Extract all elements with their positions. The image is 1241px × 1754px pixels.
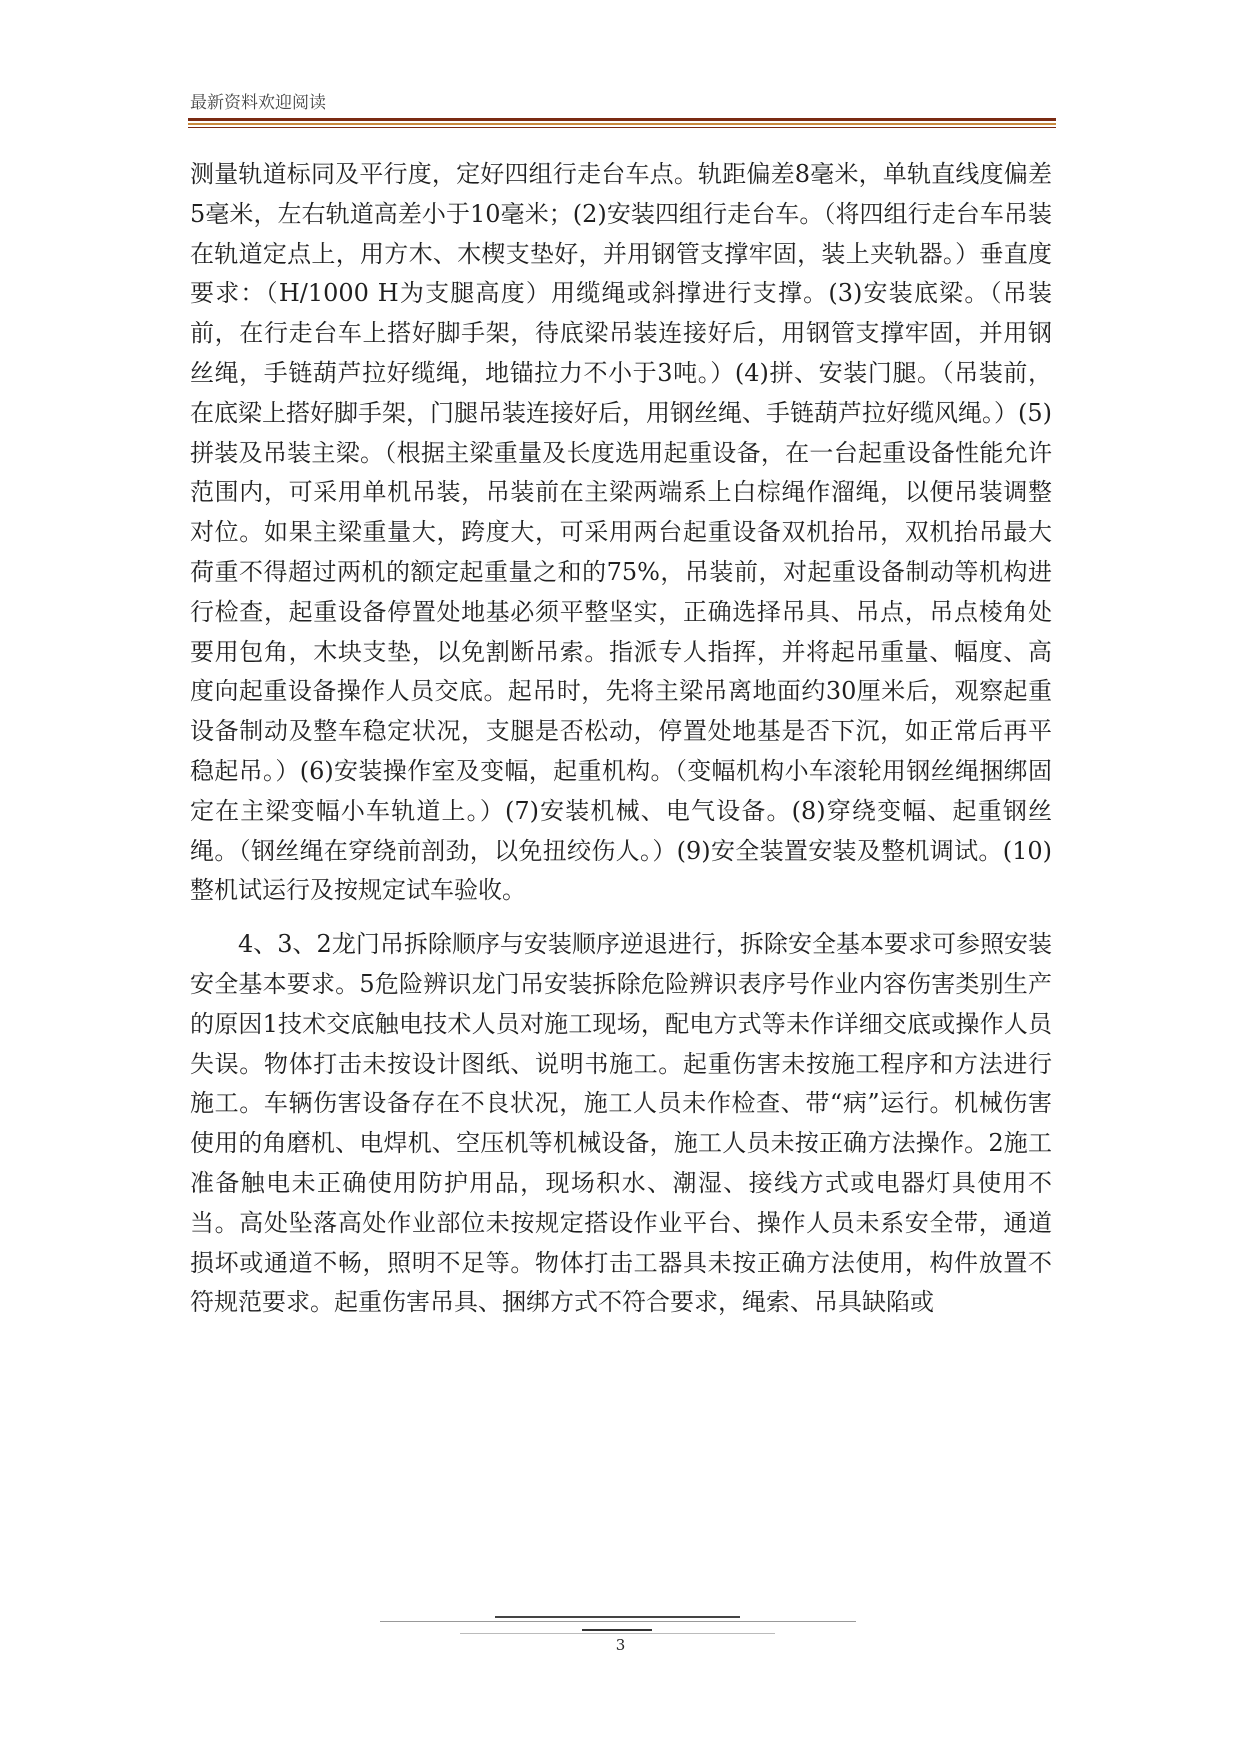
footer-rule-1: [495, 1616, 740, 1618]
document-body: [190, 155, 1052, 1323]
body-paragraph-2: 4、3、2龙门吊拆除顺序与安装顺序逆退进行，拆除安全基本要求可参照安装安全基本要求。5危险辨识龙门吊安装拆除危险辨识表序号作业内容伤害类别生产的原因1技术交底触电技术人员对施工现场，配电方式等未作详细交底或操作人员失误。物体打击未按设计图纸、说明书施工。起重伤害未按施工程序和方法进行施工。车辆伤害设备存在不良状况，施工人员未作检查、带“病”运行。机械伤害使用的角磨机、电焊机、空压机等机械设备，施工人员未按正确方法操作。2施工准备触电未正确使用防护用品，现场积水、潮湿、接线方式或电器灯具使用不当。高处坠落高处作业部位未按规定搭设作业平台、操作人员未系安全带，通道损坏或通道不畅，照明不足等。物体打击工器具未按正确方法使用，构件放置不符规范要求。起重伤害吊具、捆绑方式不符合要求，绳索、吊具缺陷或: [190, 930, 1052, 1317]
header-rule-bottom: [188, 127, 1056, 128]
header-rule-top: [188, 118, 1056, 121]
footer-rule-2: [380, 1621, 856, 1622]
page-number: 3: [615, 1636, 626, 1654]
body-paragraph-1: 测量轨道标同及平行度，定好四组行走台车点。轨距偏差8毫米，单轨直线度偏差5毫米，左右轨道高差小于10毫米；(2)安装四组行走台车。（将四组行走台车吊装在轨道定点上，用方木、木楔支垫好，并用钢管支撑牢固，装上夹轨器。）垂直度要求：（H/1000 H为支腿高度）用缆绳或斜撑进行支撑。(3)安装底梁。（吊装前，在行走台车上搭好脚手架，待底梁吊装连接好后，用钢管支撑牢固，并用钢丝绳，手链葫芦拉好缆绳，地锚拉力不小于3吨。）(4)拼、安装门腿。（吊装前，在底梁上搭好脚手架，门腿吊装连接好后，用钢丝绳、手链葫芦拉好缆风绳。）(5)拼装及吊装主梁。（根据主梁重量及长度选用起重设备，在一台起重设备性能允许范围内，可采用单机吊装，吊装前在主梁两端系上白棕绳作溜绳，以便吊装调整对位。如果主梁重量大，跨度大，可采用两台起重设备双机抬吊，双机抬吊最大荷重不得超过两机的额定起重量之和的75%，吊装前，对起重设备制动等机构进行检查，起重设备停置处地基必须平整坚实，正确选择吊具、吊点，吊点棱角处要用包角，木块支垫，以免割断吊索。指派专人指挥，并将起吊重量、幅度、高度向起重设备操作人员交底。起吊时，先将主梁吊离地面约30厘米后，观察起重设备制动及整车稳定状况，支腿是否松动，停置处地基是否下沉，如正常后再平稳起吊。）(6)安装操作室及变幅，起重机构。（变幅机构小车滚轮用钢丝绳捆绑固定在主梁变幅小车轨道上。）(7)安装机械、电气设备。(8)穿绕变幅、起重钢丝绳。（钢丝绳在穿绕前剖劲，以免扭绞伤人。）(9)安全装置安装及整机调试。(10)整机试运行及按规定试车验收。: [190, 160, 1052, 905]
footer-rule-4: [460, 1633, 775, 1634]
footer-rule-3: [582, 1629, 652, 1631]
page-header-title: 最新资料欢迎阅读: [190, 93, 326, 113]
header-rule-middle: [188, 123, 1056, 125]
